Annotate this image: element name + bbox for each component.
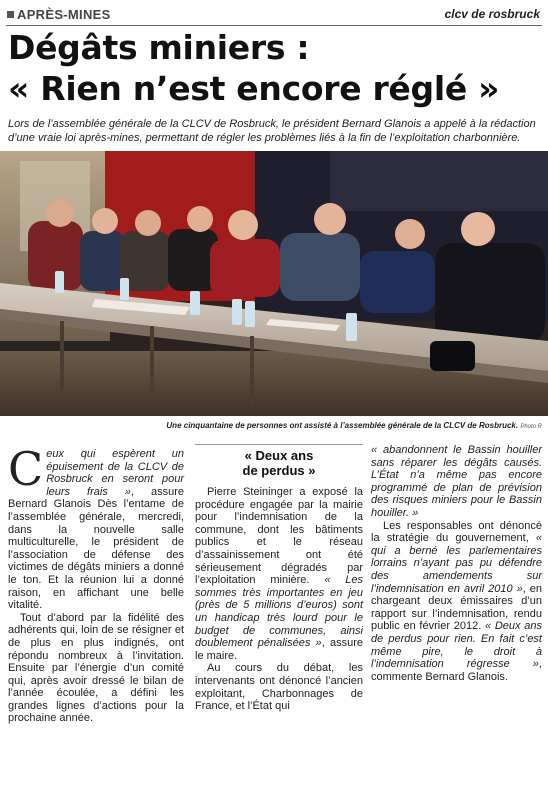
article-column-3 bbox=[371, 444, 542, 683]
paragraph: Tout d’abord par la fidélité des adhérents qui, loin de se résigner et de plus en plus indignés, ont répondu nombreux à l’invitation. Ensuite par l’énergie d’un comité qui, après avoir dressé le bilan de l’année écoulée, a défini les grandes lignes d’actions pour la prochaine année. bbox=[8, 611, 184, 725]
rubric-label: APRÈS-MINES bbox=[17, 7, 111, 22]
quote: « Les sommes très importantes en jeu (près de 5 millions d’euros) sont un handicap très lourd pour le budget de communes, ainsi doublement pénalisées » bbox=[195, 574, 363, 650]
standfirst: Lors de l’assemblée générale de la CLCV de Rosbruck, le président Bernard Glanois a appelé à la rédaction d’une vraie loi après-mines, permettant de régler les problèmes liés à la fin de l’exploitation charbonnière. bbox=[8, 118, 536, 144]
headline-line-2: « Rien n’est encore réglé » bbox=[8, 69, 500, 108]
drop-cap: C bbox=[8, 442, 44, 496]
headline-line-1: Dégâts miniers : bbox=[8, 28, 310, 67]
article-photo bbox=[0, 151, 548, 416]
article-column-1 bbox=[8, 442, 184, 725]
section-rubric bbox=[7, 7, 111, 22]
paragraph: Au cours du débat, les intervenants ont dénoncé l’ancien exploitant, Charbonnages de France, et l’État qui bbox=[195, 662, 363, 713]
photo-credit: Photo R bbox=[520, 424, 542, 430]
quote: « Deux ans de perdus pour rien. En fait c’est même pire, le droit à l’indemnisation régresse » bbox=[371, 620, 542, 671]
photo-illustration bbox=[0, 151, 548, 416]
paragraph-text: Pierre Steininger a exposé la procédure engagée par la mairie pour l’indemnisation de la commune, dont les bâtiments publics et le réseau d’assainissement ont été sérieusement dégradés par l’exploitation minière. bbox=[195, 486, 363, 587]
paragraph-text: , commente Bernard Glanois. bbox=[371, 658, 542, 683]
paragraph-text: Les responsables ont dénoncé la stratégie du gouvernement, bbox=[371, 519, 542, 545]
article-column-2 bbox=[195, 444, 363, 713]
intertitle-line-2: de perdus » bbox=[242, 463, 316, 478]
rubric-square-icon bbox=[7, 11, 14, 18]
paragraph bbox=[371, 444, 542, 520]
caption-text: Une cinquantaine de personnes ont assisté à l’assemblée générale de la CLCV de Rosbruck. bbox=[166, 421, 519, 430]
paragraph bbox=[371, 520, 542, 684]
paragraph-text: , en chargeant deux émissaires d’un rapport sur l’indemnisation, rendu public en février 2012. bbox=[371, 582, 542, 633]
quote: « abandonnent le Bassin houiller sans réparer les dégâts causés. L’État n’a même pas encore programmé de plan de prévision des risques miniers pour le Bassin houiller. » bbox=[371, 444, 542, 519]
intro-text: , assure Bernard Glanois Dès l’entame de l’assemblée générale, mercredi, dans la nouvelle salle multiculturelle, le président de l’association de défense des victimes de dégâts miniers a donné le ton. Et la réunion lui a donné raison, en affichant une belle vitalité. bbox=[8, 485, 184, 612]
paragraph-intro bbox=[8, 442, 184, 612]
paragraph bbox=[195, 486, 363, 662]
source-label: clcv de rosbruck bbox=[444, 7, 540, 21]
intertitle bbox=[195, 444, 363, 478]
quote: « qui a berné les parlementaires lorrains n’ayant pas pu défendre des amendements sur l’indemnisation en avril 2010 » bbox=[371, 532, 542, 595]
intro-quote: eux qui espèrent un épuisement de la CLCV de Rosbruck en seront pour leurs frais » bbox=[46, 448, 184, 498]
intertitle-line-1: « Deux ans bbox=[244, 448, 314, 463]
photo-caption bbox=[166, 421, 542, 430]
paragraph-text: , assure le maire. bbox=[195, 637, 363, 662]
header-rule bbox=[6, 25, 542, 26]
